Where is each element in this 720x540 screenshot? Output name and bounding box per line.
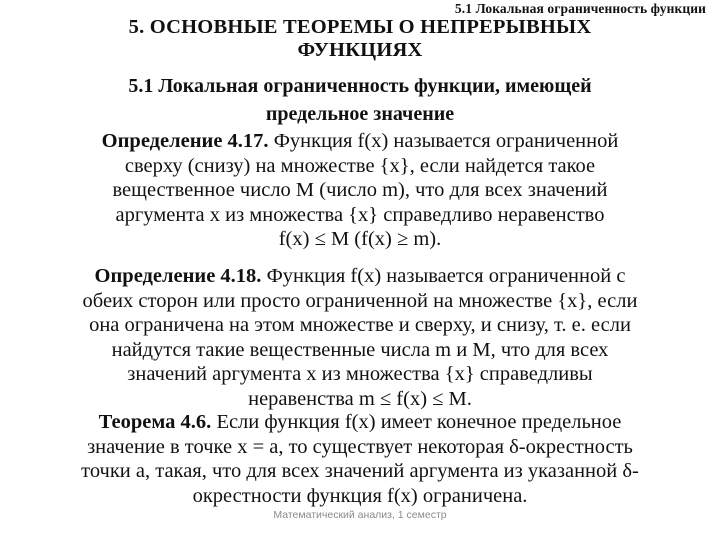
definition-formula: f(x) ≤ M (f(x) ≥ m). bbox=[278, 228, 442, 250]
definition-line: вещественное число M (число m), что для всех значений bbox=[112, 179, 608, 201]
section-title bbox=[0, 72, 720, 128]
theorem-line: точки a, такая, что для всех значений аргумента из указанной δ- bbox=[81, 460, 639, 482]
running-header: 5.1 Локальная ограниченность функции bbox=[454, 1, 706, 16]
definition-line: обеих сторон или просто ограниченной на множестве {x}, если bbox=[82, 289, 638, 312]
chapter-title-line: ФУНКЦИЯХ bbox=[297, 39, 423, 61]
definition-line: сверху (снизу) на множестве {x}, если найдется такое bbox=[124, 154, 596, 177]
theorem-line: значение в точке x = a, то существует некоторая δ-окрестность bbox=[87, 435, 633, 458]
chapter-title-line: 5. ОСНОВНЫЕ ТЕОРЕМЫ О НЕПРЕРЫВНЫХ bbox=[128, 16, 592, 38]
theorem-line bbox=[24, 410, 696, 435]
theorem-term: Теорема 4.6. bbox=[98, 411, 212, 433]
theorem-line: окрестности функция f(x) ограничена. bbox=[192, 484, 528, 507]
definition-line bbox=[24, 264, 696, 289]
definition-formula: неравенства m ≤ f(x) ≤ M. bbox=[248, 387, 472, 410]
definition-line: она ограничена на этом множестве и сверху, и снизу, т. е. если bbox=[89, 314, 631, 336]
theorem-4-6 bbox=[24, 410, 696, 508]
definition-line: аргумента x из множества {x} справедливо неравенство bbox=[115, 203, 605, 226]
definition-term: Определение 4.18. bbox=[94, 265, 262, 287]
definition-line: значений аргумента x из множества {x} справедливы bbox=[127, 363, 593, 385]
theorem-text: Если функция f(x) имеет конечное предельное bbox=[211, 411, 622, 433]
chapter-title bbox=[0, 16, 720, 62]
definition-term: Определение 4.17. bbox=[101, 130, 269, 152]
section-title-line: предельное значение bbox=[265, 103, 455, 125]
definition-4-17 bbox=[24, 129, 696, 252]
definition-text: Функция f(x) называется ограниченной с bbox=[261, 265, 626, 287]
section-title-line: 5.1 Локальная ограниченность функции, имеющей bbox=[128, 75, 592, 97]
definition-4-18 bbox=[24, 264, 696, 411]
definition-text: Функция f(x) называется ограниченной bbox=[268, 130, 619, 152]
definition-line bbox=[24, 129, 696, 154]
slide-footer: Математический анализ, 1 семестр bbox=[273, 509, 447, 521]
definition-line: найдутся такие вещественные числа m и M, что для всех bbox=[111, 338, 609, 361]
